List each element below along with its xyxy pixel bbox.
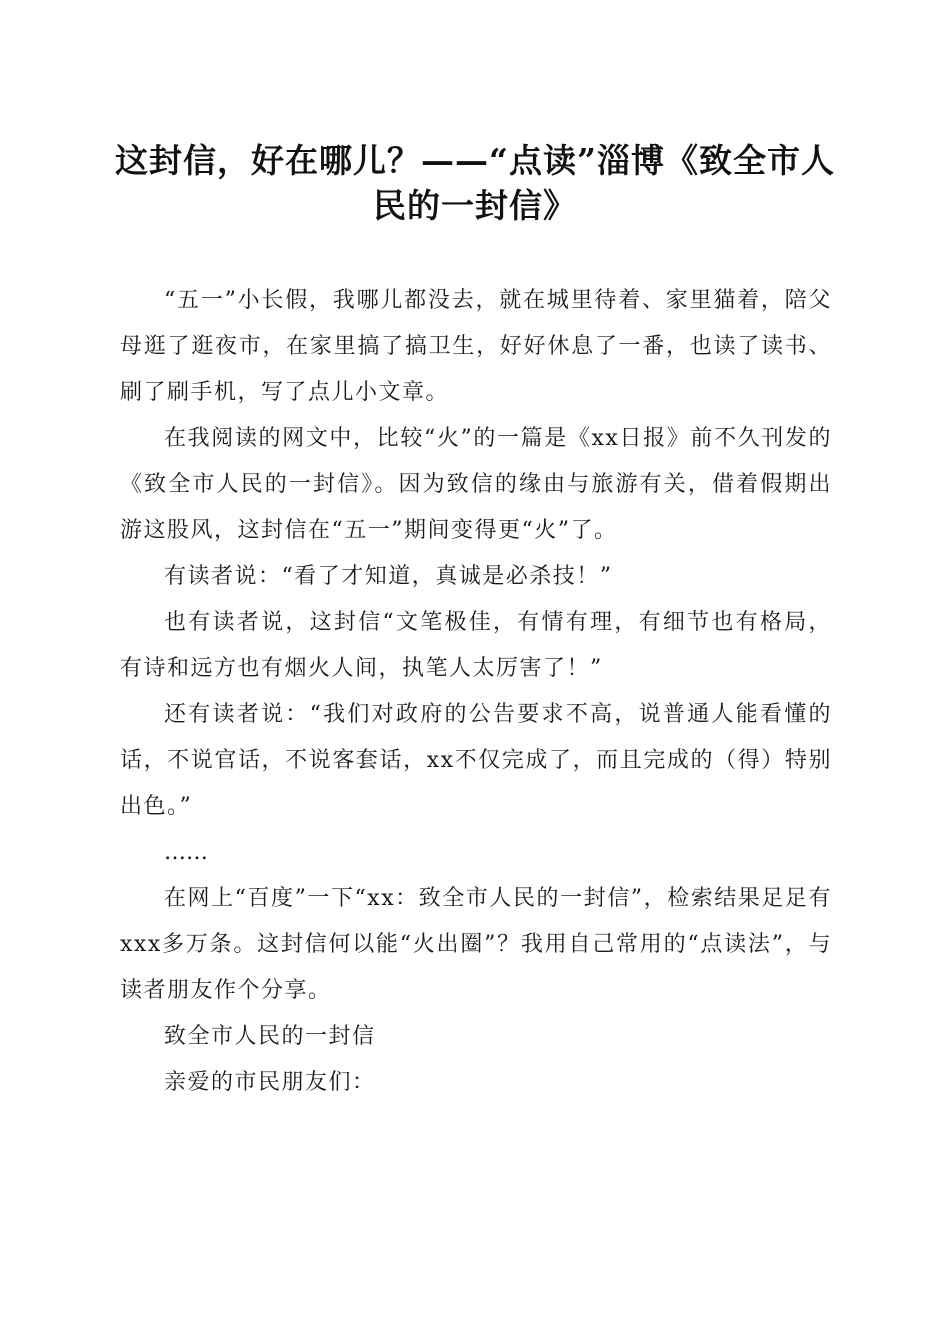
- paragraph-7: 在网上“百度”一下“xx：致全市人民的一封信”，检索结果足足有xxx多万条。这封信何以能“火出圈”？我用自己常用的“点读法”，与读者朋友作个分享。: [120, 886, 832, 1003]
- paragraph-5: 还有读者说：“我们对政府的公告要求不高，说普通人能看懂的话，不说官话，不说客套话，xx不仅完成了，而且完成的（得）特别出色。”: [120, 702, 832, 819]
- paragraph-4: 也有读者说，这封信“文笔极佳，有情有理，有细节也有格局，有诗和远方也有烟火人间，执笔人太厉害了！”: [120, 610, 832, 681]
- paragraph-3: 有读者说：“看了才知道，真诚是必杀技！”: [164, 564, 613, 589]
- letter-salutation: 亲爱的市民朋友们：: [164, 1070, 376, 1095]
- paragraph-2: 在我阅读的网文中，比较“火”的一篇是《xx日报》前不久刊发的《致全市人民的一封信》。因为致信的缘由与旅游有关，借着假期出游这股风，这封信在“五一”期间变得更“火”了。: [120, 426, 832, 543]
- paragraph-1: “五一”小长假，我哪儿都没去，就在城里待着、家里猫着，陪父母逛了逛夜市，在家里搞了搞卫生，好好休息了一番，也读了读书、刷了刷手机，写了点儿小文章。: [120, 288, 832, 405]
- document-title: 这封信，好在哪儿？——“点读”淄博《致全市人民的一封信》: [115, 141, 835, 225]
- document-body: [120, 278, 832, 1106]
- paragraph-ellipsis: ……: [164, 840, 208, 865]
- letter-heading: 致全市人民的一封信: [164, 1024, 376, 1049]
